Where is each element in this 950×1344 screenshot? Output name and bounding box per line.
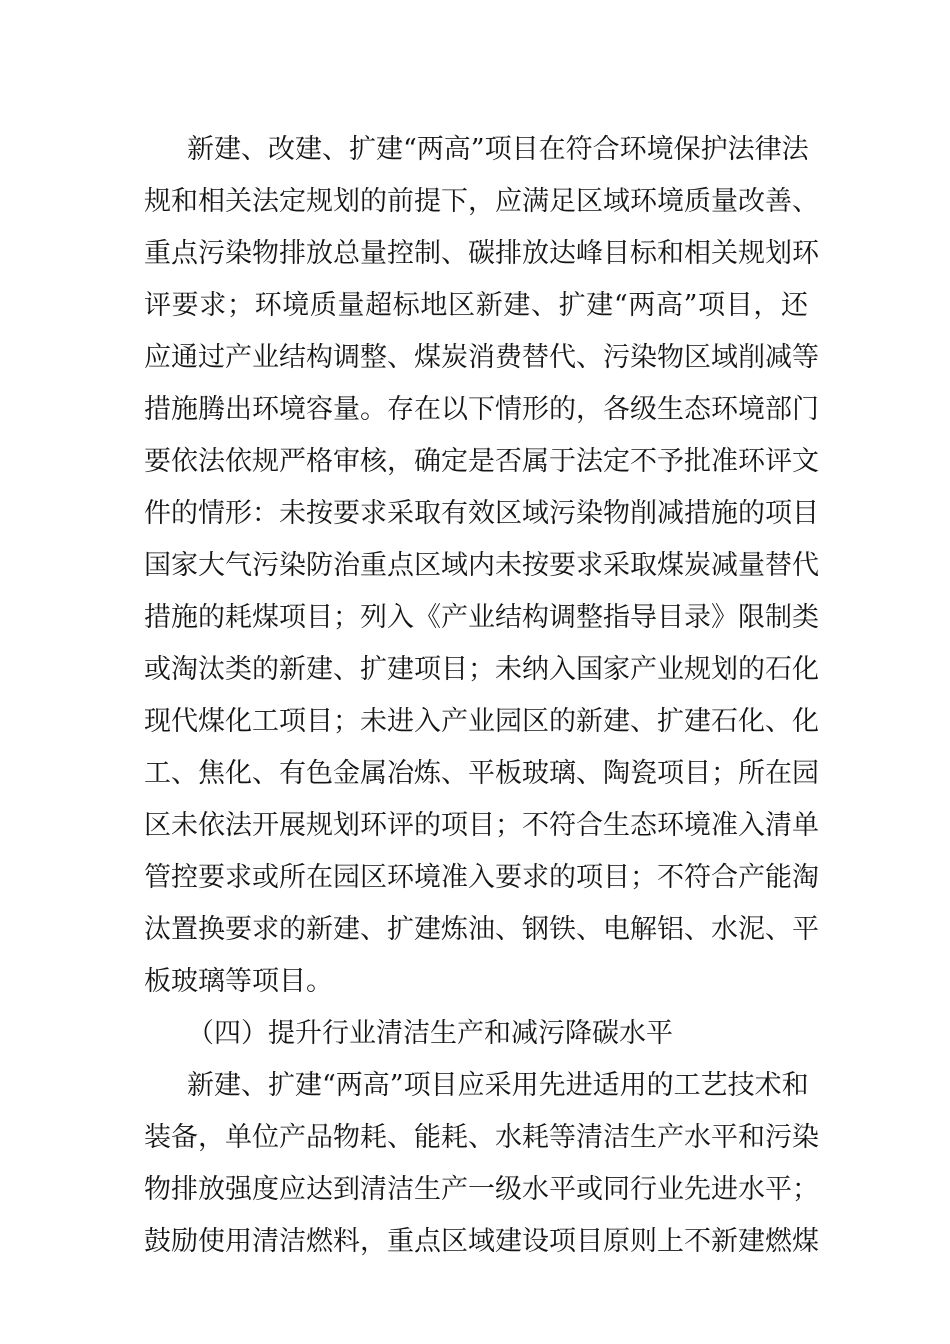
text-line: 件的情形：未按要求采取有效区域污染物削减措施的项目 <box>144 498 819 529</box>
text-line: 措施腾出环境容量。存在以下情形的，各级生态环境部门 <box>144 394 819 425</box>
text-line: 工、焦化、有色金属冶炼、平板玻璃、陶瓷项目；所在园 <box>144 758 819 789</box>
text-line: 措施的耗煤项目；列入《产业结构调整指导目录》限制类 <box>144 602 819 633</box>
text-line: 要依法依规严格审核，确定是否属于法定不予批准环评文 <box>144 446 819 477</box>
text-line: 现代煤化工项目；未进入产业园区的新建、扩建石化、化 <box>144 706 819 737</box>
text-line: 或淘汰类的新建、扩建项目；未纳入国家产业规划的石化 <box>144 654 819 685</box>
text-line: 应通过产业结构调整、煤炭消费替代、污染物区域削减等 <box>144 342 819 373</box>
text-line: 新建、扩建“两高”项目应采用先进适用的工艺技术和 <box>187 1070 809 1101</box>
text-line: 重点污染物排放总量控制、碳排放达峰目标和相关规划环 <box>144 238 819 269</box>
text-line: 鼓励使用清洁燃料，重点区域建设项目原则上不新建燃煤 <box>144 1226 819 1257</box>
text-line: 汰置换要求的新建、扩建炼油、钢铁、电解铝、水泥、平 <box>144 914 819 945</box>
text-line: 板玻璃等项目。 <box>144 966 333 997</box>
text-line: 评要求；环境质量超标地区新建、扩建“两高”项目，还 <box>144 290 808 321</box>
section-heading: （四）提升行业清洁生产和减污降碳水平 <box>187 1018 673 1049</box>
text-line: 规和相关法定规划的前提下，应满足区域环境质量改善、 <box>144 186 819 217</box>
text-line: 国家大气污染防治重点区域内未按要求采取煤炭减量替代 <box>144 550 819 581</box>
text-line: 物排放强度应达到清洁生产一级水平或同行业先进水平； <box>144 1174 819 1205</box>
text-line: 新建、改建、扩建“两高”项目在符合环境保护法律法 <box>187 134 809 165</box>
text-line: 区未依法开展规划环评的项目；不符合生态环境准入清单 <box>144 810 819 841</box>
text-line: 管控要求或所在园区环境准入要求的项目；不符合产能淘 <box>144 862 819 893</box>
text-line: 装备，单位产品物耗、能耗、水耗等清洁生产水平和污染 <box>144 1122 819 1153</box>
